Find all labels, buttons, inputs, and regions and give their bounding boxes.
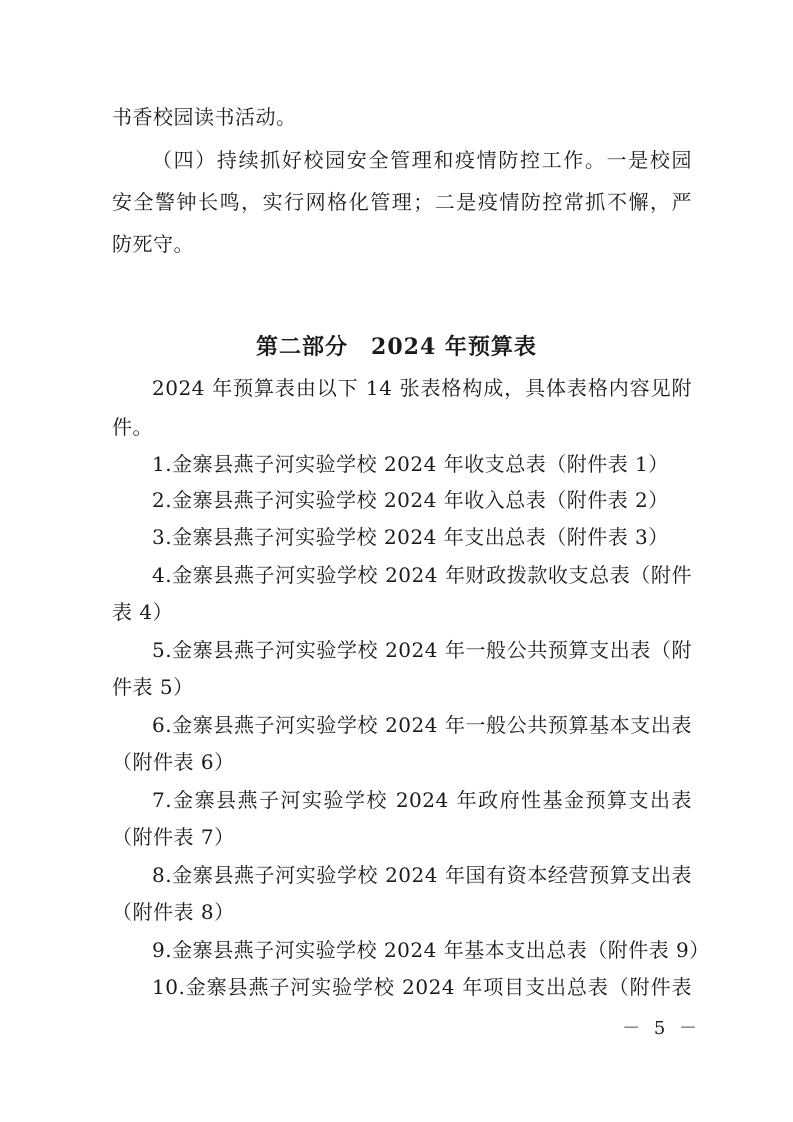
- list-item: 5.金寨县燕子河实验学校 2024 年一般公共预算支出表（附: [152, 638, 692, 662]
- list-item-continuation: （附件表 8）: [112, 900, 235, 924]
- intro-line: 2024 年预算表由以下 14 张表格构成，具体表格内容见附: [152, 376, 692, 400]
- list-item-continuation: （附件表 6）: [112, 750, 235, 774]
- list-item: 2.金寨县燕子河实验学校 2024 年收入总表（附件表 2）: [152, 488, 669, 512]
- paragraph-line: 书香校园读书活动。: [112, 105, 297, 129]
- list-item: 3.金寨县燕子河实验学校 2024 年支出总表（附件表 3）: [152, 525, 669, 549]
- list-item: 7.金寨县燕子河实验学校 2024 年政府性基金预算支出表: [152, 788, 692, 812]
- paragraph-line: （四）持续抓好校园安全管理和疫情防控工作。一是校园: [152, 148, 692, 172]
- page-number: － 5 －: [622, 1018, 701, 1039]
- paragraph-line: 安全警钟长鸣，实行网格化管理；二是疫情防控常抓不懈，严: [112, 190, 692, 214]
- list-item: 9.金寨县燕子河实验学校 2024 年基本支出总表（附件表 9）: [152, 938, 710, 962]
- list-item-continuation: 表 4）: [112, 600, 174, 624]
- intro-line: 件。: [112, 415, 153, 439]
- list-item: 1.金寨县燕子河实验学校 2024 年收支总表（附件表 1）: [152, 452, 669, 476]
- list-item-continuation: （附件表 7）: [112, 825, 235, 849]
- list-item: 4.金寨县燕子河实验学校 2024 年财政拨款收支总表（附件: [152, 563, 692, 587]
- list-item: 8.金寨县燕子河实验学校 2024 年国有资本经营预算支出表: [152, 863, 692, 887]
- list-item: 10.金寨县燕子河实验学校 2024 年项目支出总表（附件表: [152, 975, 692, 999]
- list-item-continuation: 件表 5）: [112, 675, 194, 699]
- paragraph-line: 防死守。: [112, 232, 194, 256]
- list-item: 6.金寨县燕子河实验学校 2024 年一般公共预算基本支出表: [152, 713, 692, 737]
- section-heading: 第二部分 2024 年预算表: [256, 334, 537, 360]
